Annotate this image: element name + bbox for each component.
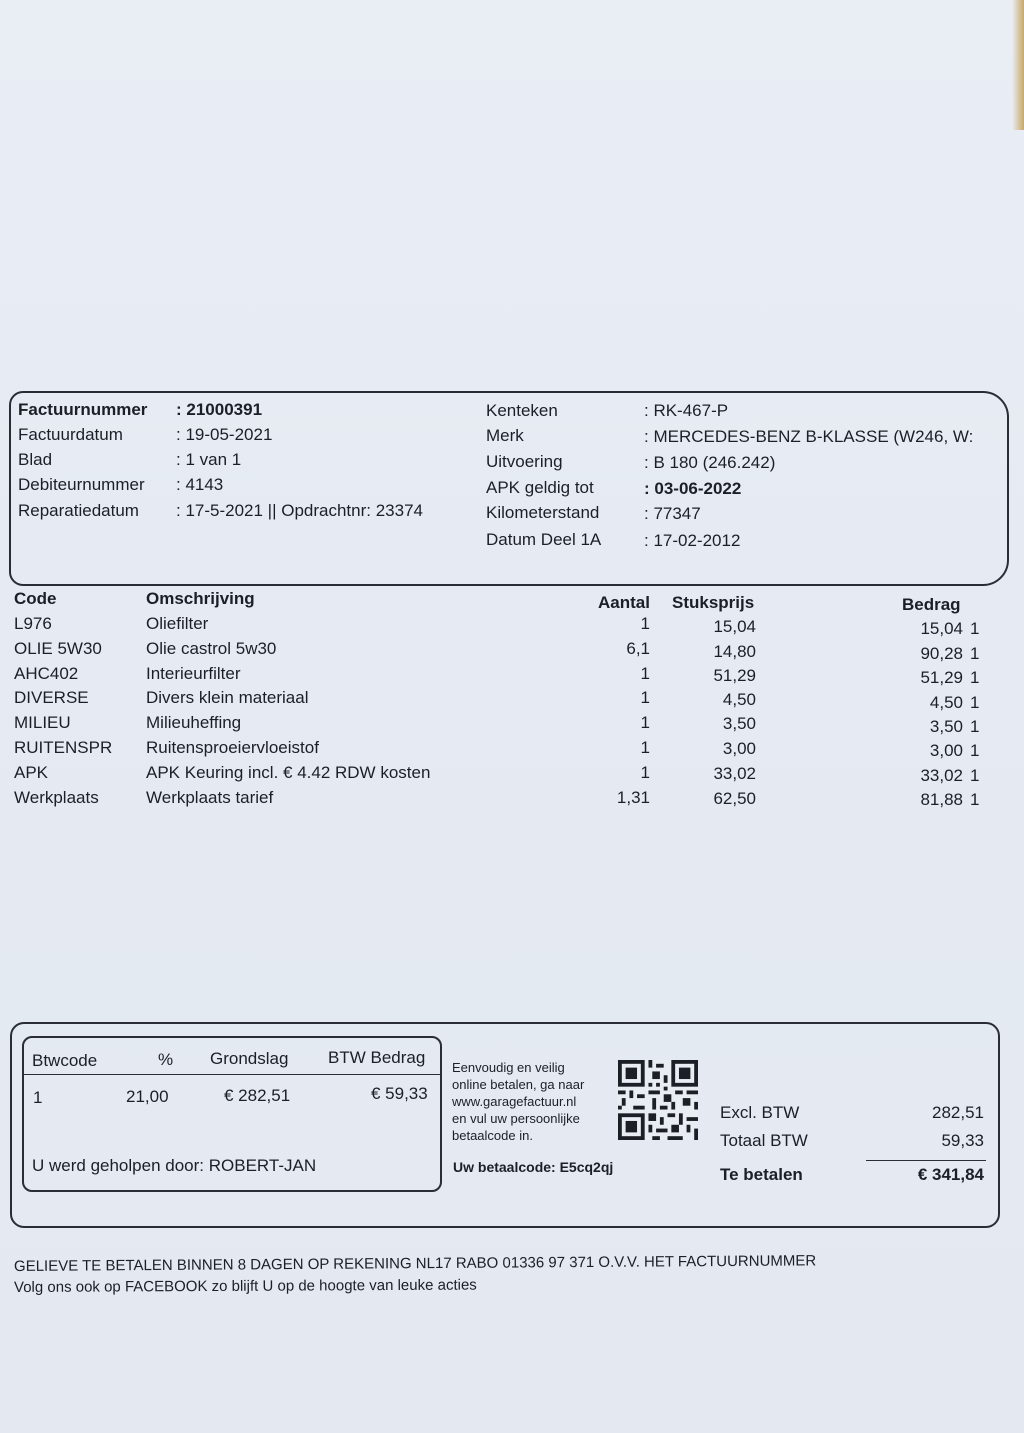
mileage-value: : 77347	[644, 504, 701, 523]
row-qty: 1	[640, 688, 650, 707]
invoice-date-value: : 19-05-2021	[176, 425, 273, 444]
row-unit-price: 3,00	[722, 739, 756, 758]
row-description: Olie castrol 5w30	[146, 639, 277, 658]
total-divider	[866, 1160, 986, 1161]
repair-date-label: Reparatiedatum	[18, 501, 139, 520]
btw-header-base: Grondslag	[210, 1049, 289, 1068]
column-header-qty: Aantal	[598, 593, 650, 612]
total-btw-label: Totaal BTW	[720, 1131, 808, 1150]
paper-edge	[1012, 0, 1024, 130]
table-row	[0, 713, 1024, 737]
row-btw-flag: 1	[970, 668, 980, 687]
row-unit-price: 3,50	[722, 714, 756, 733]
row-qty: 1,31	[616, 788, 650, 807]
row-amount: 51,29	[920, 668, 963, 687]
helped-by: U werd geholpen door: ROBERT-JAN	[32, 1156, 317, 1175]
column-header-code: Code	[14, 589, 57, 608]
variant-value: : B 180 (246.242)	[644, 453, 776, 472]
row-btw-flag: 1	[970, 619, 980, 638]
row-unit-price: 4,50	[722, 690, 756, 709]
row-qty: 1	[640, 738, 650, 757]
page-label: Blad	[18, 450, 53, 469]
row-code: APK	[14, 763, 49, 782]
row-code: MILIEU	[14, 713, 71, 732]
table-row	[0, 738, 1024, 762]
row-description: Divers klein materiaal	[146, 688, 309, 707]
row-btw-flag: 1	[970, 693, 980, 712]
row-btw-flag: 1	[970, 790, 980, 809]
table-row	[0, 614, 1024, 638]
payment-line: online betalen, ga naar	[452, 1077, 585, 1092]
btw-row-amount: € 59,33	[371, 1084, 428, 1103]
btw-row-code: 1	[33, 1088, 43, 1107]
row-description: Werkplaats tarief	[146, 788, 274, 807]
payment-line: Eenvoudig en veilig	[452, 1060, 565, 1075]
row-code: AHC402	[14, 664, 79, 683]
row-qty: 6,1	[626, 639, 650, 658]
table-row	[0, 639, 1024, 663]
registration-date-label: Datum Deel 1A	[486, 530, 602, 549]
table-row	[0, 664, 1024, 688]
total-btw-value: 59,33	[941, 1131, 984, 1150]
payment-info	[452, 1059, 584, 1144]
debtor-number-value: : 4143	[176, 475, 224, 494]
row-unit-price: 51,29	[713, 666, 756, 685]
facebook-note: Volg ons ook op FACEBOOK zo blijft U op de hoogte van leuke acties	[13, 1276, 477, 1296]
mileage-label: Kilometerstand	[486, 503, 600, 522]
payment-line: en vul uw persoonlijke	[452, 1111, 580, 1126]
apk-valid-label: APK geldig tot	[486, 478, 594, 497]
variant-label: Uitvoering	[486, 452, 563, 471]
debtor-number-label: Debiteurnummer	[18, 475, 145, 494]
row-description: Interieurfilter	[146, 664, 241, 683]
table-row	[0, 788, 1024, 812]
registration-date-value: : 17-02-2012	[644, 531, 741, 550]
row-code: Werkplaats	[14, 788, 99, 807]
row-qty: 1	[640, 763, 650, 782]
column-header-unit-price: Stuksprijs	[672, 593, 755, 612]
btw-header-amount: BTW Bedrag	[328, 1048, 426, 1067]
row-unit-price: 62,50	[713, 789, 756, 808]
row-amount: 33,02	[920, 766, 963, 785]
invoice-number-label: Factuurnummer	[18, 400, 148, 419]
row-amount: 3,50	[929, 717, 963, 736]
row-qty: 1	[640, 713, 650, 732]
row-qty: 1	[640, 614, 650, 633]
qr-code-icon	[618, 1060, 698, 1140]
excl-btw-value: 282,51	[932, 1103, 984, 1122]
row-btw-flag: 1	[970, 741, 980, 760]
payment-line: betaalcode in.	[452, 1128, 533, 1143]
brand-value: : MERCEDES-BENZ B-KLASSE (W246, W:	[644, 427, 974, 446]
row-code: DIVERSE	[14, 688, 89, 707]
row-amount: 81,88	[920, 790, 963, 809]
repair-date-value: : 17-5-2021 || Opdrachtnr: 23374	[176, 501, 423, 520]
row-unit-price: 33,02	[713, 764, 756, 783]
invoice-number-value: : 21000391	[176, 400, 263, 419]
btw-row-percent: 21,00	[126, 1087, 169, 1106]
apk-valid-value: : 03-06-2022	[644, 479, 742, 498]
column-header-amount: Bedrag	[902, 595, 961, 614]
row-btw-flag: 1	[970, 717, 980, 736]
row-description: Oliefilter	[146, 614, 209, 633]
row-qty: 1	[640, 664, 650, 683]
row-unit-price: 15,04	[713, 617, 756, 636]
payment-line: www.garagefactuur.nl	[452, 1094, 577, 1109]
row-amount: 3,00	[929, 741, 963, 760]
amount-due-value: € 341,84	[917, 1165, 984, 1184]
row-amount: 4,50	[929, 693, 963, 712]
row-code: RUITENSPR	[14, 738, 113, 757]
row-amount: 15,04	[920, 619, 963, 638]
row-code: L976	[14, 614, 52, 633]
row-btw-flag: 1	[970, 644, 980, 663]
row-code: OLIE 5W30	[14, 639, 102, 658]
btw-row-base: € 282,51	[224, 1086, 291, 1105]
brand-label: Merk	[486, 426, 524, 445]
row-description: Milieuheffing	[146, 713, 242, 732]
row-description: Ruitensproeiervloeistof	[146, 738, 319, 757]
row-btw-flag: 1	[970, 766, 980, 785]
payment-terms: GELIEVE TE BETALEN BINNEN 8 DAGEN OP REKENING NL17 RABO 01336 97 371 O.V.V. HET FACTUURNUMMER	[13, 1252, 817, 1275]
license-plate-label: Kenteken	[486, 401, 558, 420]
btw-header-divider	[22, 1074, 440, 1075]
table-row	[0, 688, 1024, 712]
license-plate-value: : RK-467-P	[644, 401, 729, 420]
column-header-description: Omschrijving	[146, 589, 255, 608]
table-row	[0, 763, 1024, 787]
row-amount: 90,28	[920, 644, 963, 663]
invoice-date-label: Factuurdatum	[18, 425, 123, 444]
amount-due-label: Te betalen	[720, 1165, 803, 1184]
excl-btw-label: Excl. BTW	[720, 1103, 800, 1122]
row-description: APK Keuring incl. € 4.42 RDW kosten	[146, 763, 431, 782]
page-value: : 1 van 1	[176, 450, 242, 469]
btw-header-percent: %	[158, 1050, 174, 1069]
row-unit-price: 14,80	[713, 642, 756, 661]
payment-code: Uw betaalcode: E5cq2qj	[453, 1159, 614, 1175]
btw-header-code: Btwcode	[32, 1051, 98, 1070]
